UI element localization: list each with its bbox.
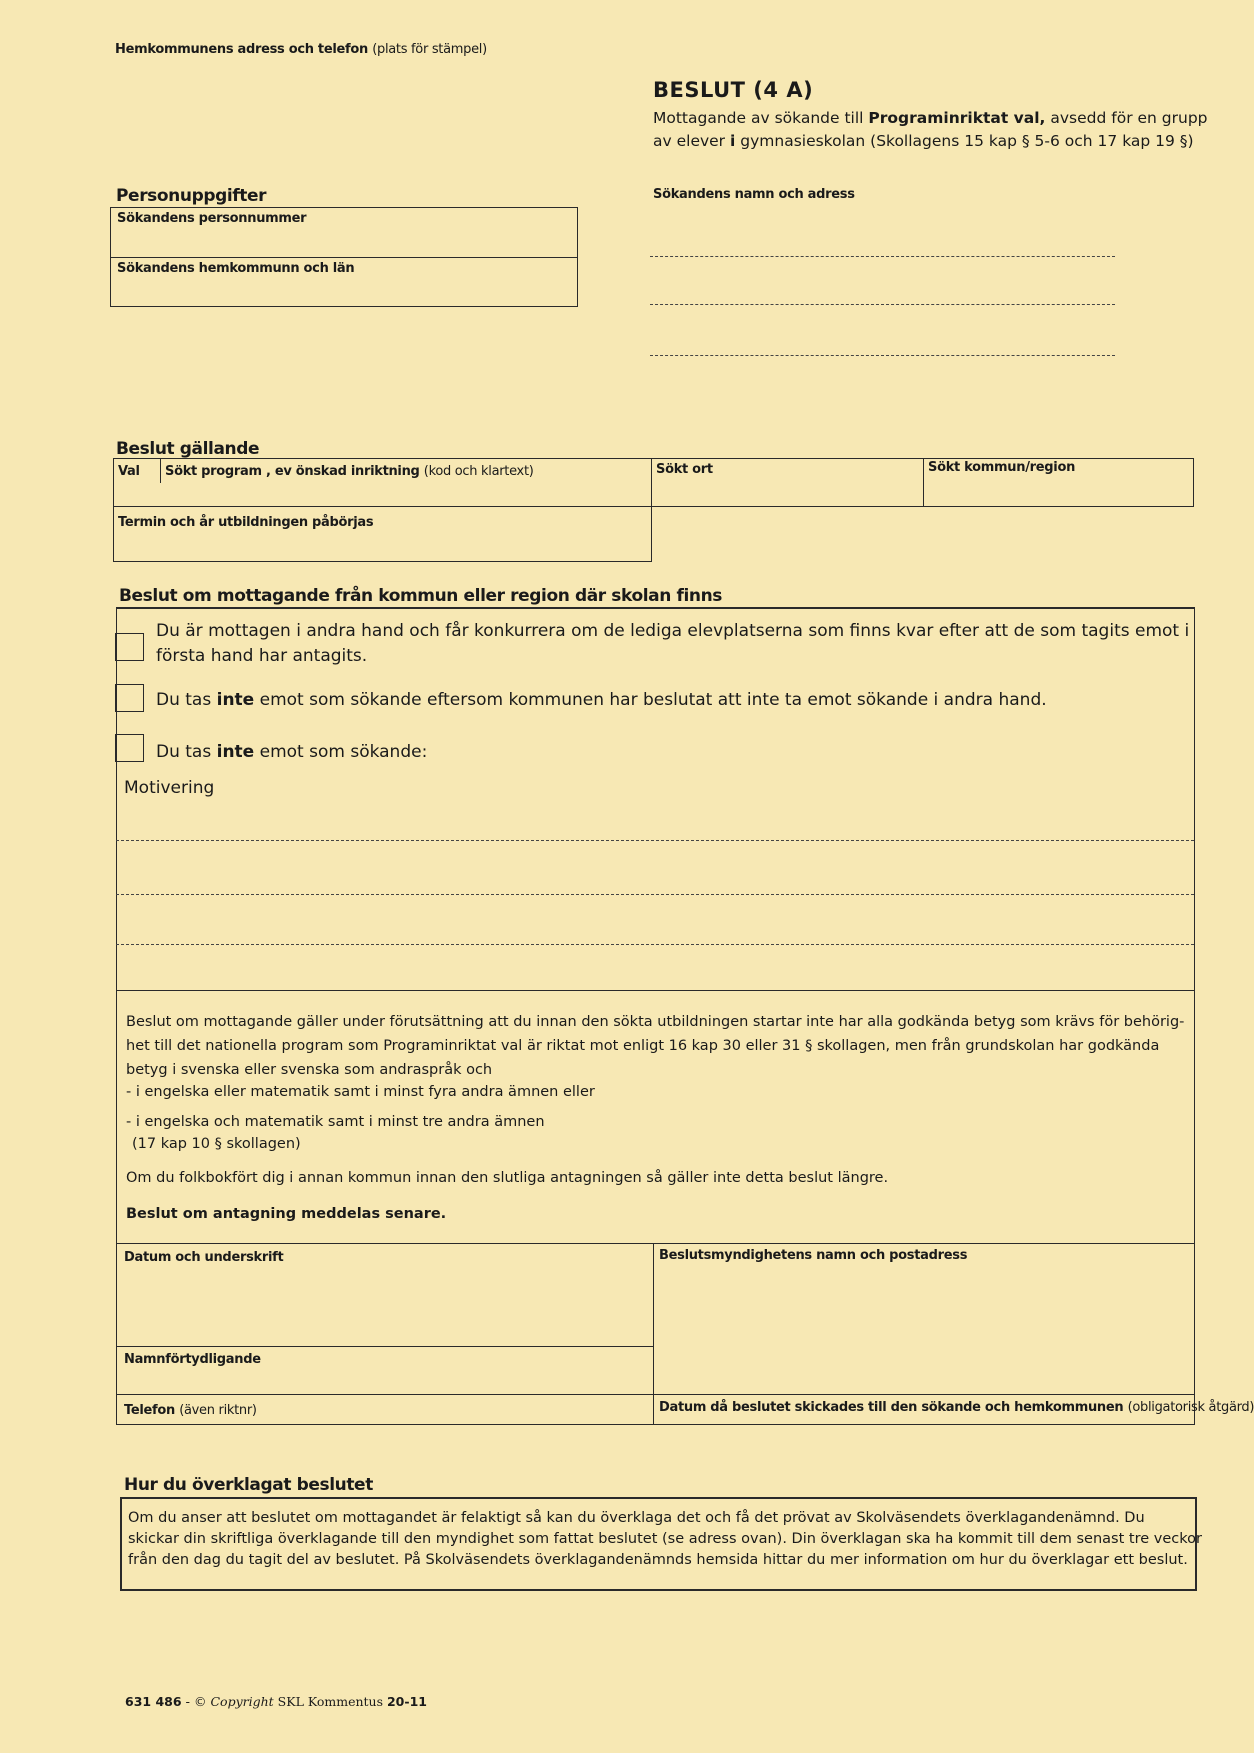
motivering-bottom — [116, 990, 1194, 991]
decision-divider — [113, 506, 1194, 507]
personal-section-title: Personuppgifter — [116, 186, 267, 206]
option-not-received-motivated-text: Du tas inte emot som sökande: — [156, 742, 428, 762]
signature-right — [1194, 1243, 1195, 1425]
decision-section-title: Beslut gällande — [116, 439, 260, 459]
reception-top-border — [116, 607, 1195, 608]
motivering-line-3[interactable] — [116, 944, 1194, 945]
applicant-name-line-1[interactable] — [650, 256, 1115, 257]
motivering-line-2[interactable] — [116, 894, 1194, 895]
ort-field[interactable] — [656, 480, 918, 502]
applicant-name-label: Sökandens namn och adress — [653, 187, 855, 202]
signature-bottom — [116, 1424, 1195, 1425]
kommun-label: Sökt kommun/region — [928, 460, 1076, 475]
applicant-name-line-2[interactable] — [650, 304, 1115, 305]
decision-val-divider — [160, 458, 161, 483]
date-signature-field[interactable] — [120, 1268, 648, 1342]
condition-bullet-1: - i engelska eller matematik samt i minst fyra andra ämnen eller — [126, 1084, 595, 1100]
option-not-received-motivated-checkbox[interactable] — [115, 734, 144, 762]
decision-col-divider-2 — [923, 458, 924, 506]
signature-divider-2 — [116, 1394, 1195, 1395]
reception-section-title: Beslut om mottagande från kommun eller region där skolan finns — [119, 586, 723, 606]
appeal-section-title: Hur du överklagat beslutet — [124, 1475, 373, 1495]
decision-right-edge — [1193, 458, 1194, 506]
termin-label: Termin och år utbildningen påbörjas — [118, 515, 374, 530]
appeal-text: Om du anser att beslutet om mottagandet är felaktigt så kan du överklaga det och få det prövat av Skolväsendets överklagandenämnd. Du skickar din skriftliga överklagande till den myndighet som fattat beslutet (se adress ovan). Din överklagan ska ha kommit till dem senast tre veckor från den dag du tagit del av beslutet. På Skolväsendets överklagandenämnds hemsida hittar du mer information om hur du överklagar ett beslut. — [128, 1510, 1202, 1568]
date-signature-label: Datum och underskrift — [124, 1250, 284, 1265]
decision-col-divider-1 — [651, 458, 652, 562]
antagning-note: Beslut om antagning meddelas senare. — [126, 1206, 447, 1222]
program-field[interactable] — [165, 483, 645, 503]
hemkommun-field[interactable] — [112, 278, 574, 304]
form-title: BESLUT (4 A) — [653, 78, 814, 102]
personnummer-label: Sökandens personnummer — [117, 211, 307, 226]
signature-top — [116, 1243, 1195, 1244]
option-second-hand-text: Du är mottagen i andra hand och får konkurrera om de lediga elevplatserna som finns kvar efter att de som tagits emot i första hand har antagits. — [156, 621, 1190, 666]
termin-field[interactable] — [118, 534, 646, 558]
option-not-received-text: Du tas inte emot som sökande eftersom kommunen har beslutat att inte ta emot sökande i andra hand. — [156, 690, 1047, 710]
option-second-hand-checkbox[interactable] — [115, 633, 144, 661]
reception-right-border — [1194, 607, 1195, 1244]
name-clarification-label: Namnförtydligande — [124, 1352, 261, 1367]
signature-left — [116, 1243, 117, 1425]
condition-bullet-2: - i engelska och matematik samt i minst tre andra ämnen (17 kap 10 § skollagen) — [126, 1114, 545, 1152]
name-clarification-field[interactable] — [120, 1370, 648, 1392]
footer: 631 486 - © Copyright SKL Kommentus 20-11 — [125, 1694, 427, 1709]
program-label: Sökt program , ev önskad inriktning (kod och klartext) — [165, 464, 534, 479]
kommun-field[interactable] — [928, 478, 1190, 502]
reception-top — [116, 608, 1195, 609]
folkbokforing-note: Om du folkbokfört dig i annan kommun innan den slutliga antagningen så gäller inte detta beslut längre. — [126, 1170, 889, 1186]
motivering-label: Motivering — [124, 778, 215, 798]
applicant-name-line-3[interactable] — [650, 355, 1115, 356]
phone-label: Telefon (även riktnr) — [124, 1403, 257, 1418]
option-not-received-checkbox[interactable] — [115, 684, 144, 712]
decision-bottom — [113, 561, 651, 562]
conditions-paragraph: Beslut om mottagande gäller under förutsättning att du innan den sökta utbildningen startar inte har alla godkända betyg som krävs för behörig- het till det nationella program som Programinriktat val är riktat mot enligt 16 kap 30 eller 31 § skollagen, men från grundskolan har godkända betyg i svenska eller svenska som andraspråk och — [126, 1014, 1185, 1078]
sent-date-label: Datum då beslutet skickades till den sökande och hemkommunen (obligatorisk åtgärd) — [659, 1400, 1254, 1415]
val-label: Val — [118, 464, 140, 479]
signature-middle — [653, 1243, 654, 1425]
signature-divider-1 — [116, 1346, 653, 1347]
ort-label: Sökt ort — [656, 462, 713, 477]
personal-divider — [110, 257, 578, 258]
hemkommun-label: Sökandens hemkommunn och län — [117, 261, 355, 276]
stamp-label: Hemkommunens adress och telefon (plats för stämpel) — [115, 42, 487, 57]
authority-label: Beslutsmyndighetens namn och postadress — [659, 1248, 968, 1263]
authority-field[interactable] — [658, 1266, 1190, 1390]
motivering-line-1[interactable] — [116, 840, 1194, 841]
personnummer-field[interactable] — [112, 228, 574, 254]
form-subtitle: Mottagande av sökande till Programinriktat val, avsedd för en grupp av elever i gymnasieskolan (Skollagens 15 kap § 5-6 och 17 kap 19 §) — [653, 109, 1208, 150]
